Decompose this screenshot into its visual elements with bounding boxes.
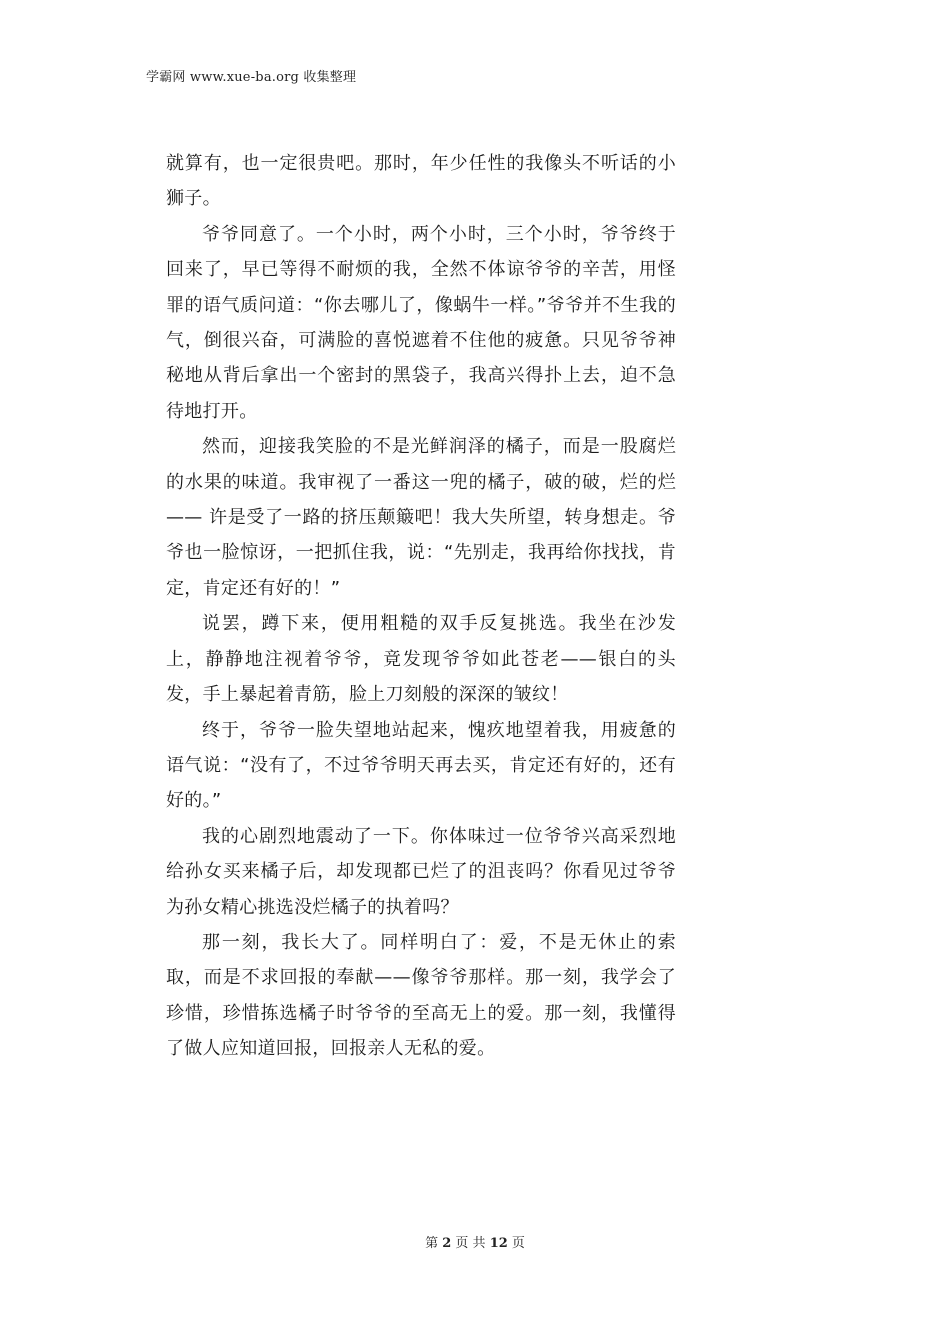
page-header: 学霸网 www.xue-ba.org 收集整理 <box>146 70 357 85</box>
paragraph: 就算有，也一定很贵吧。那时，年少任性的我像头不听话的小狮子。 <box>166 153 676 210</box>
total-page-count: 12 <box>489 1236 508 1251</box>
page-footer <box>0 1232 950 1251</box>
paragraph: 那一刻，我长大了。同样明白了：爱，不是无休止的索取，而是不求回报的奉献——像爷爷那样。那一刻，我学会了珍惜，珍惜拣选橘子时爷爷的至高无上的爱。那一刻，我懂得了做人应知道回报，回报亲人无私的爱。 <box>166 931 676 1060</box>
footer-suffix: 页 <box>511 1236 525 1251</box>
current-page-number: 2 <box>442 1236 452 1251</box>
paragraph: 爷爷同意了。一个小时，两个小时，三个小时，爷爷终于回来了，早已等得不耐烦的我，全然不体谅爷爷的辛苦，用怪罪的语气质问道：“你去哪儿了，像蜗牛一样。”爷爷并不生我的气，倒很兴奋，可满脸的喜悦遮着不住他的疲惫。只见爷爷神秘地从背后拿出一个密封的黑袋子，我高兴得扑上去，迫不急待地打开。 <box>166 223 676 422</box>
paragraph: 然而，迎接我笑脸的不是光鲜润泽的橘子，而是一股腐烂的水果的味道。我审视了一番这一兜的橘子，破的破，烂的烂—— 许是受了一路的挤压颠簸吧！我大失所望，转身想走。爷爷也一脸惊讶，一把抓住我，说：“先别走，我再给你找找，肯定，肯定还有好的！” <box>166 436 676 599</box>
paragraph: 说罢，蹲下来，便用粗糙的双手反复挑选。我坐在沙发上，静静地注视着爷爷，竟发现爷爷如此苍老——银白的头发，手上暴起着青筋，脸上刀刻般的深深的皱纹！ <box>166 613 676 706</box>
article-body <box>166 146 676 1067</box>
paragraph: 终于，爷爷一脸失望地站起来，愧疚地望着我，用疲惫的语气说：“没有了，不过爷爷明天再去买，肯定还有好的，还有好的。” <box>166 719 676 812</box>
footer-prefix: 第 <box>425 1236 439 1251</box>
footer-middle: 页 共 <box>455 1236 486 1251</box>
paragraph: 我的心剧烈地震动了一下。你体味过一位爷爷兴高采烈地给孙女买来橘子后，却发现都已烂了的沮丧吗？你看见过爷爷为孙女精心挑选没烂橘子的执着吗？ <box>166 825 676 918</box>
